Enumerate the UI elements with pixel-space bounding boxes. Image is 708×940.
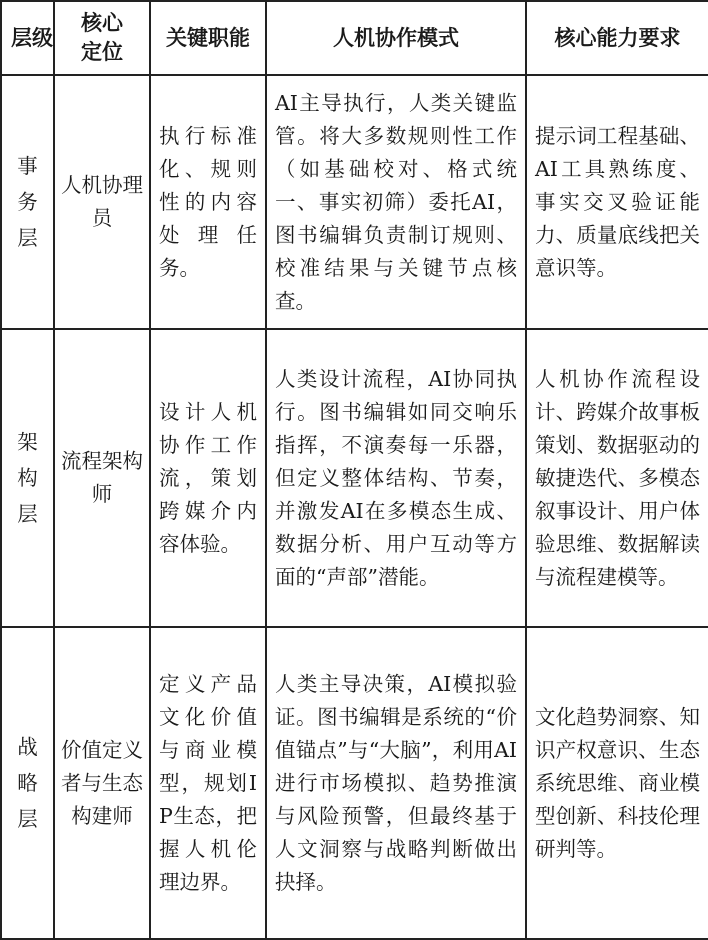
header-function: 关键职能 bbox=[150, 1, 266, 75]
header-ability: 核心能力要求 bbox=[526, 1, 708, 75]
header-mode: 人机协作模式 bbox=[266, 1, 526, 75]
ability-cell: 文化趋势洞察、知识产权意识、生态系统思维、商业模型创新、科技伦理研判等。 bbox=[526, 627, 708, 939]
function-cell: 执行标准化、规则性的内容处理任务。 bbox=[150, 75, 266, 329]
function-cell: 定义产品文化价值与商业模型，规划IP生态，把握人机伦理边界。 bbox=[150, 627, 266, 939]
table-row bbox=[1, 627, 708, 939]
level-cell: 架构层 bbox=[1, 329, 54, 627]
table-row bbox=[1, 75, 708, 329]
ability-cell: 人机协作流程设计、跨媒介故事板策划、数据驱动的敏捷迭代、多模态叙事设计、用户体验思维、数据解读与流程建模等。 bbox=[526, 329, 708, 627]
table-row bbox=[1, 329, 708, 627]
position-cell: 价值定义者与生态构建师 bbox=[54, 627, 150, 939]
header-level: 层级 bbox=[1, 1, 54, 75]
ability-cell: 提示词工程基础、AI工具熟练度、事实交叉验证能力、质量底线把关意识等。 bbox=[526, 75, 708, 329]
mode-cell: AI主导执行，人类关键监管。将大多数规则性工作（如基础校对、格式统一、事实初筛）委托AI，图书编辑负责制订规则、校准结果与关键节点核查。 bbox=[266, 75, 526, 329]
mode-cell: 人类设计流程，AI协同执行。图书编辑如同交响乐指挥，不演奏每一乐器，但定义整体结构、节奏，并激发AI在多模态生成、数据分析、用户互动等方面的“声部”潜能。 bbox=[266, 329, 526, 627]
position-cell: 流程架构师 bbox=[54, 329, 150, 627]
level-cell: 战略层 bbox=[1, 627, 54, 939]
level-cell: 事务层 bbox=[1, 75, 54, 329]
function-cell: 设计人机协作工作流，策划跨媒介内容体验。 bbox=[150, 329, 266, 627]
header-position: 核心定位 bbox=[54, 1, 150, 75]
header-row bbox=[1, 1, 708, 75]
position-cell: 人机协理员 bbox=[54, 75, 150, 329]
mode-cell: 人类主导决策，AI模拟验证。图书编辑是系统的“价值锚点”与“大脑”，利用AI进行市场模拟、趋势推演与风险预警，但最终基于人文洞察与战略判断做出抉择。 bbox=[266, 627, 526, 939]
